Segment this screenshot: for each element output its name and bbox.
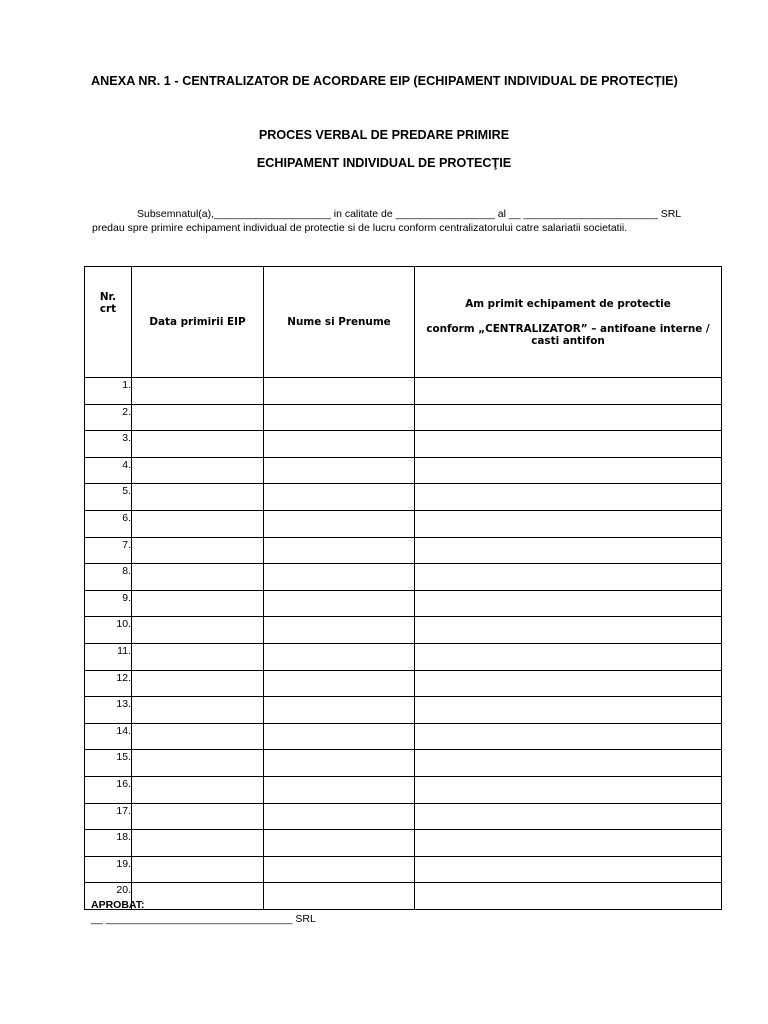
- cell-date[interactable]: [132, 564, 264, 591]
- cell-received[interactable]: [415, 590, 722, 617]
- annex-heading: ANEXA NR. 1 - CENTRALIZATOR DE ACORDARE EIP (ECHIPAMENT INDIVIDUAL DE PROTECȚIE): [91, 74, 678, 88]
- cell-name[interactable]: [264, 723, 415, 750]
- table-header-row: [85, 267, 722, 378]
- intro-line-1: Subsemnatul(a),____________________ in calitate de _________________ al __ _______________________ SRL: [137, 208, 682, 220]
- table-row: [85, 670, 722, 697]
- cell-date[interactable]: [132, 750, 264, 777]
- table-row: [85, 510, 722, 537]
- cell-nr: 6.: [85, 510, 132, 537]
- table-row: [85, 883, 722, 910]
- table-row: [85, 750, 722, 777]
- cell-name[interactable]: [264, 670, 415, 697]
- cell-name[interactable]: [264, 510, 415, 537]
- cell-nr: 20.: [85, 883, 132, 910]
- approved-label: APROBAT:: [91, 899, 145, 911]
- cell-received[interactable]: [415, 564, 722, 591]
- cell-name[interactable]: [264, 697, 415, 724]
- cell-date[interactable]: [132, 697, 264, 724]
- cell-name[interactable]: [264, 457, 415, 484]
- cell-received[interactable]: [415, 431, 722, 458]
- cell-name[interactable]: [264, 830, 415, 857]
- cell-date[interactable]: [132, 484, 264, 511]
- document-title: PROCES VERBAL DE PREDARE PRIMIRE: [258, 128, 510, 142]
- cell-date[interactable]: [132, 537, 264, 564]
- cell-received[interactable]: [415, 643, 722, 670]
- cell-name[interactable]: [264, 750, 415, 777]
- cell-nr: 19.: [85, 856, 132, 883]
- cell-received[interactable]: [415, 510, 722, 537]
- cell-date[interactable]: [132, 670, 264, 697]
- cell-received[interactable]: [415, 457, 722, 484]
- cell-received[interactable]: [415, 537, 722, 564]
- cell-nr: 1.: [85, 378, 132, 405]
- table-row: [85, 697, 722, 724]
- column-header-date: Data primirii EIP: [132, 267, 264, 378]
- cell-nr: 13.: [85, 697, 132, 724]
- cell-nr: 8.: [85, 564, 132, 591]
- cell-date[interactable]: [132, 723, 264, 750]
- cell-name[interactable]: [264, 856, 415, 883]
- cell-received[interactable]: [415, 723, 722, 750]
- cell-name[interactable]: [264, 803, 415, 830]
- column-header-nr: [85, 267, 132, 378]
- cell-nr: 18.: [85, 830, 132, 857]
- cell-date[interactable]: [132, 617, 264, 644]
- cell-name[interactable]: [264, 883, 415, 910]
- table-row: [85, 564, 722, 591]
- table-row: [85, 643, 722, 670]
- cell-date[interactable]: [132, 803, 264, 830]
- cell-date[interactable]: [132, 856, 264, 883]
- cell-name[interactable]: [264, 617, 415, 644]
- table-row: [85, 404, 722, 431]
- table-row: [85, 617, 722, 644]
- cell-date[interactable]: [132, 431, 264, 458]
- cell-name[interactable]: [264, 431, 415, 458]
- cell-received[interactable]: [415, 378, 722, 405]
- table-row: [85, 723, 722, 750]
- cell-name[interactable]: [264, 776, 415, 803]
- cell-date[interactable]: [132, 378, 264, 405]
- cell-nr: 15.: [85, 750, 132, 777]
- cell-received[interactable]: [415, 670, 722, 697]
- cell-date[interactable]: [132, 457, 264, 484]
- intro-paragraph: [92, 208, 722, 235]
- cell-date[interactable]: [132, 590, 264, 617]
- cell-nr: 2.: [85, 404, 132, 431]
- cell-name[interactable]: [264, 537, 415, 564]
- distribution-table: [84, 266, 722, 910]
- table-row: [85, 856, 722, 883]
- cell-nr: 12.: [85, 670, 132, 697]
- table-row: [85, 776, 722, 803]
- column-header-received-line1: Am primit echipament de protectie: [465, 297, 671, 310]
- cell-date[interactable]: [132, 776, 264, 803]
- cell-nr: 16.: [85, 776, 132, 803]
- column-header-received-line2: conform „CENTRALIZATOR” – antifoane interne / casti antifon: [426, 322, 710, 347]
- cell-received[interactable]: [415, 484, 722, 511]
- table-row: [85, 590, 722, 617]
- table-row: [85, 537, 722, 564]
- cell-name[interactable]: [264, 378, 415, 405]
- cell-nr: 17.: [85, 803, 132, 830]
- cell-name[interactable]: [264, 404, 415, 431]
- cell-nr: 14.: [85, 723, 132, 750]
- table-row: [85, 457, 722, 484]
- table-row: [85, 431, 722, 458]
- table-row: [85, 484, 722, 511]
- table-row: [85, 803, 722, 830]
- cell-nr: 5.: [85, 484, 132, 511]
- cell-nr: 7.: [85, 537, 132, 564]
- table-row: [85, 378, 722, 405]
- cell-nr: 3.: [85, 431, 132, 458]
- cell-received[interactable]: [415, 617, 722, 644]
- cell-received[interactable]: [415, 750, 722, 777]
- cell-date[interactable]: [132, 643, 264, 670]
- cell-nr: 11.: [85, 643, 132, 670]
- cell-received[interactable]: [415, 830, 722, 857]
- cell-name[interactable]: [264, 643, 415, 670]
- cell-received[interactable]: [415, 856, 722, 883]
- column-header-nr-label: Nr. crt: [99, 291, 117, 315]
- cell-nr: 9.: [85, 590, 132, 617]
- intro-line-2: predau spre primire echipament individual de protectie si de lucru conform centralizatorului catre salariatii societatii.: [92, 221, 628, 234]
- cell-received[interactable]: [415, 883, 722, 910]
- cell-date[interactable]: [132, 510, 264, 537]
- cell-received[interactable]: [415, 697, 722, 724]
- cell-date[interactable]: [132, 404, 264, 431]
- cell-date[interactable]: [132, 883, 264, 910]
- cell-received[interactable]: [415, 404, 722, 431]
- cell-received[interactable]: [415, 803, 722, 830]
- cell-nr: 10.: [85, 617, 132, 644]
- approved-signature-line: __ ________________________________ SRL: [91, 913, 316, 925]
- cell-name[interactable]: [264, 484, 415, 511]
- cell-name[interactable]: [264, 590, 415, 617]
- cell-date[interactable]: [132, 830, 264, 857]
- document-subtitle: ECHIPAMENT INDIVIDUAL DE PROTECŢIE: [256, 156, 512, 170]
- column-header-received: [415, 267, 722, 378]
- table-row: [85, 830, 722, 857]
- column-header-name: Nume si Prenume: [264, 267, 415, 378]
- cell-received[interactable]: [415, 776, 722, 803]
- cell-name[interactable]: [264, 564, 415, 591]
- cell-nr: 4.: [85, 457, 132, 484]
